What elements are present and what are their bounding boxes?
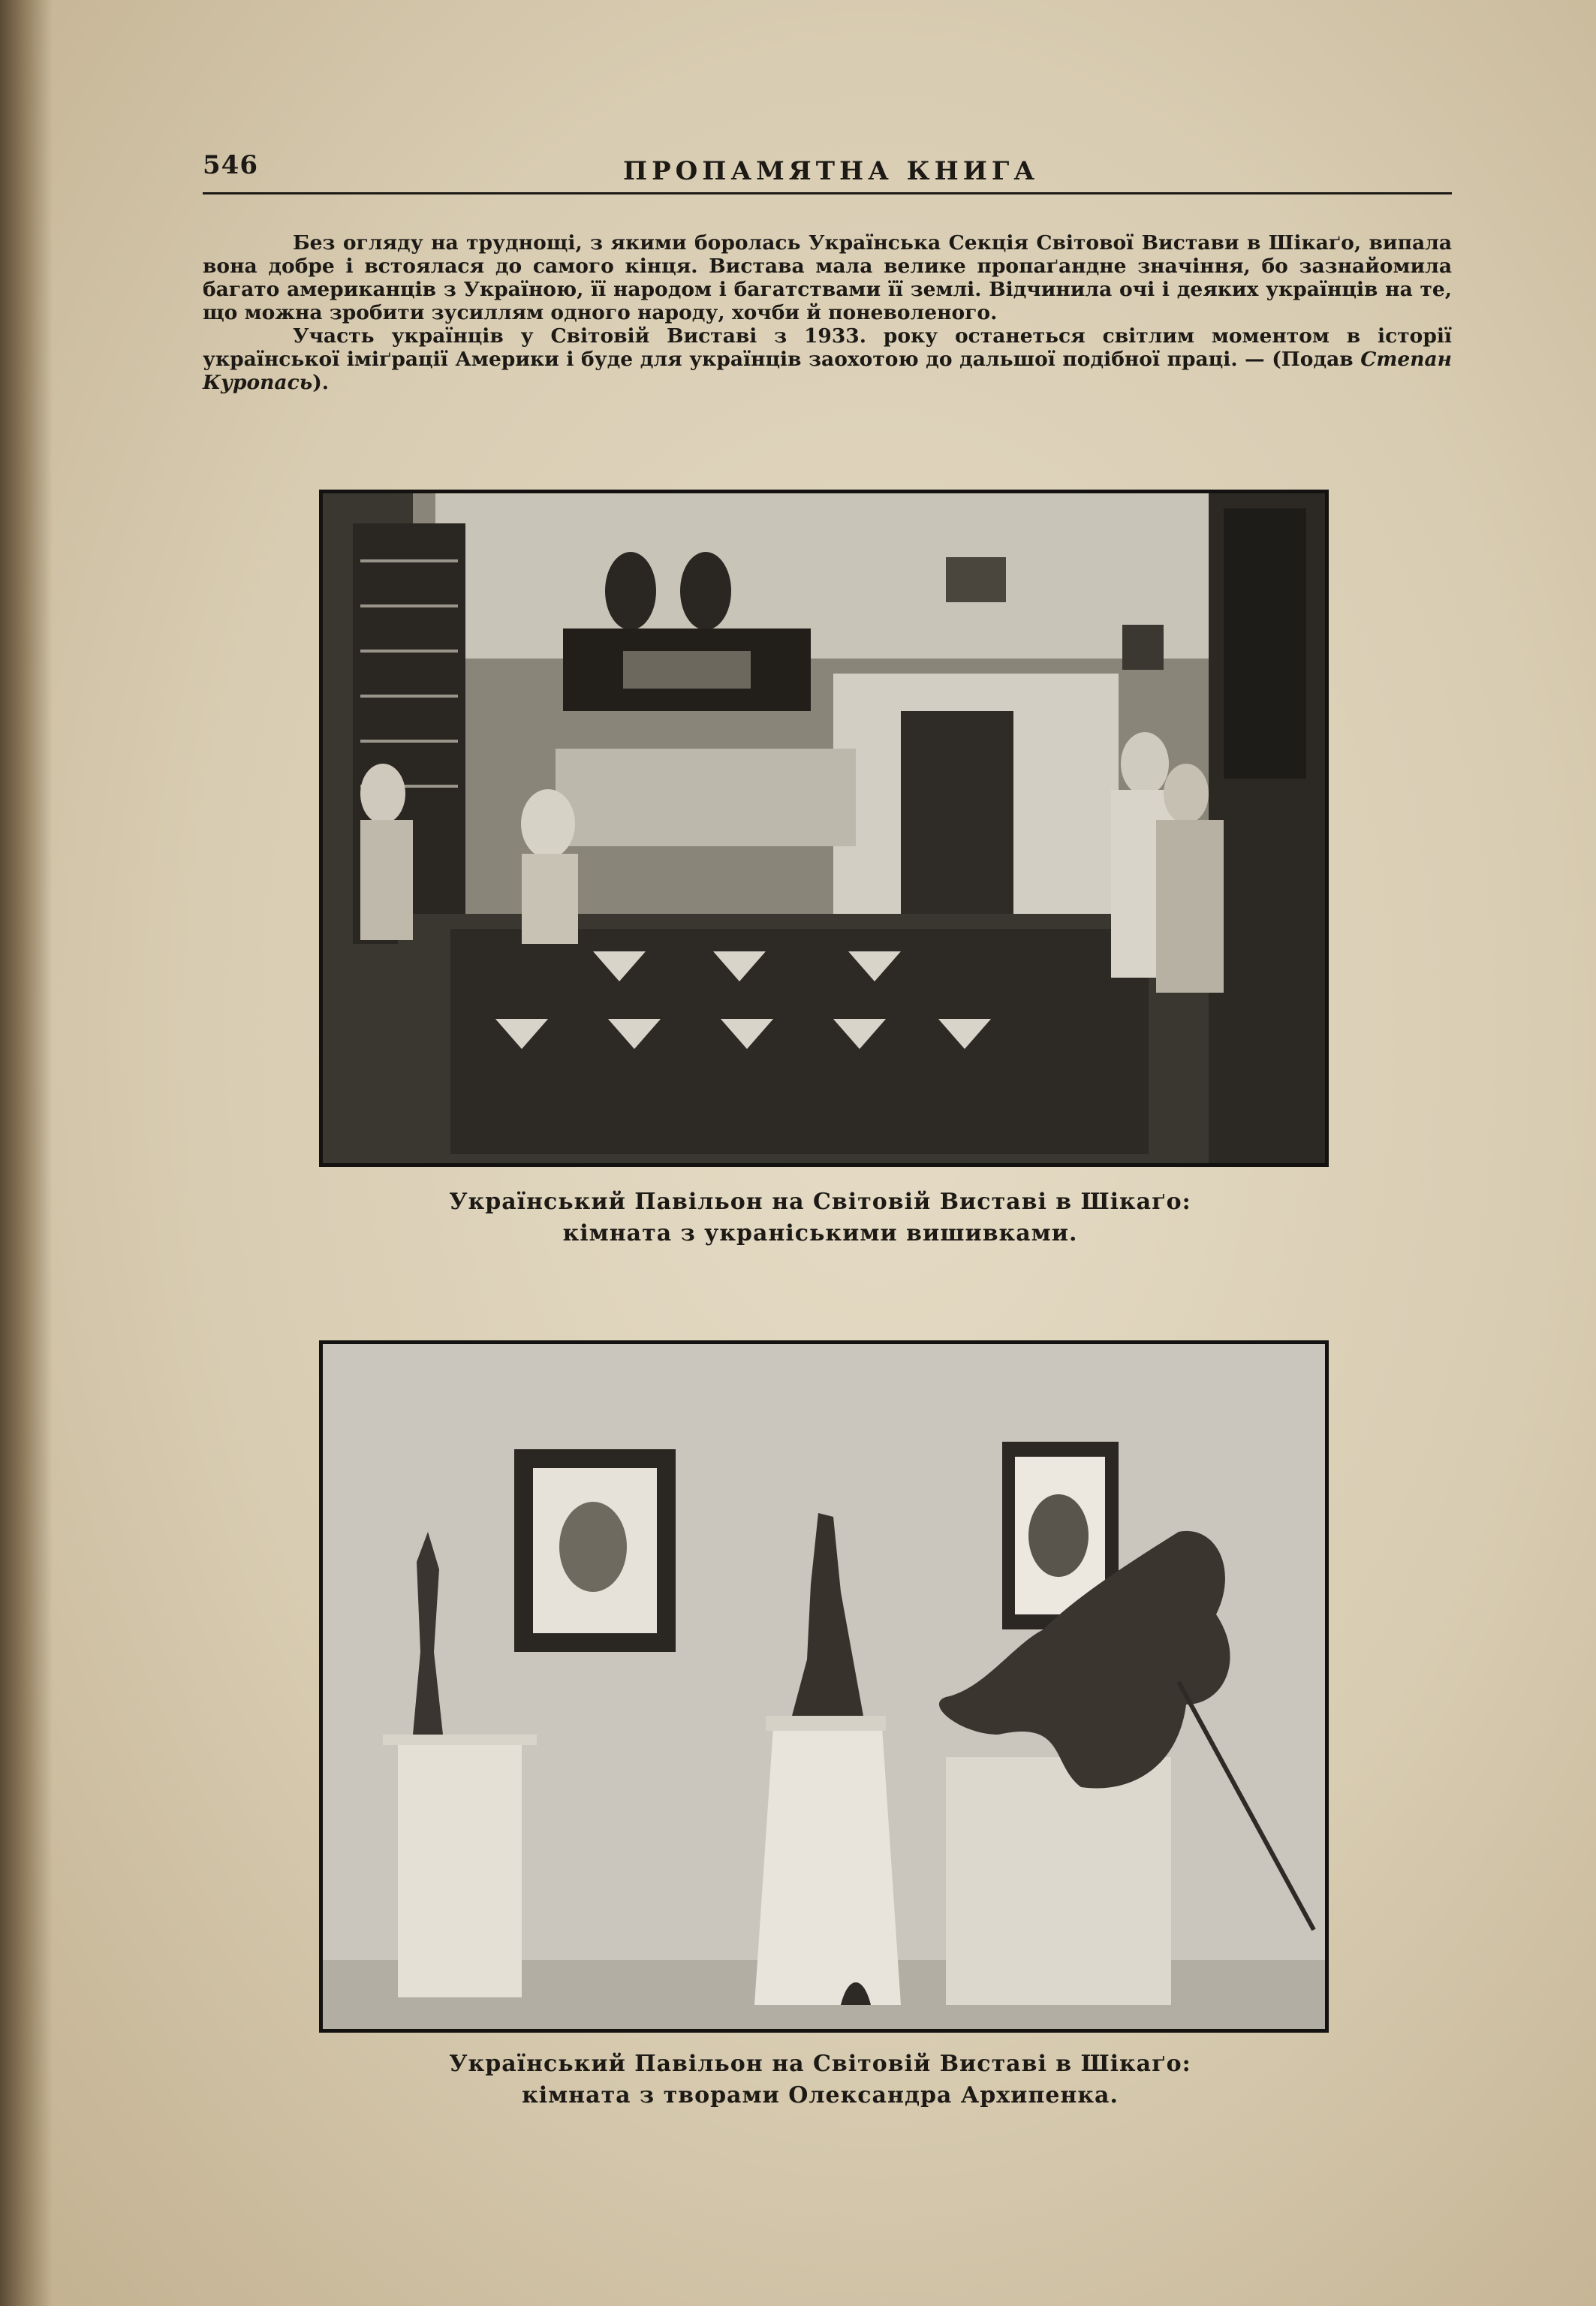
page-number: 546 [203, 150, 258, 180]
paragraph-2-main: Участь українців у Світовій Виставі з 1933. року останеться світлим моментом в історії української іміґрації Америки і буде для українців заохотою до дальшої подібної праці. — (Подав [203, 324, 1452, 371]
archipenko-room-image [323, 1344, 1325, 2029]
photo-embroidery-room [319, 490, 1329, 1167]
caption-archipenko-room [319, 2048, 1321, 2112]
book-gutter-shadow [0, 0, 53, 2306]
caption-1-line-2: кімната з украніськими вишивками. [562, 1220, 1078, 1246]
caption-1-line-1: Український Павільон на Світовій Виставі в Шікаґо: [449, 1189, 1191, 1215]
paragraph-2 [203, 324, 1452, 394]
running-title: ПРОПАМЯТНА КНИГА [623, 156, 1040, 186]
paragraph-2-end: ). [312, 371, 329, 394]
paragraph-1: Без огляду на труднощі, з якими боролась Українська Секція Світової Вистави в Шікаґо, випала вона добре і встоялася до самого кінця. Вистава мала велике пропаґандне значіння, бо зазнайомила багато американців з Україною, її народом і багатствами її землі. Відчинила очі і деяких українців на те, що можна зробити зусиллям одного народу, хочби й поневоленого. [203, 231, 1452, 324]
photo-archipenko-room [319, 1340, 1329, 2033]
caption-2-line-2: кімната з творами Олександра Архипенка. [522, 2082, 1119, 2109]
body-text [203, 231, 1452, 394]
page-header [203, 147, 1452, 194]
caption-embroidery-room [319, 1186, 1321, 1249]
caption-2-line-1: Український Павільон на Світовій Виставі в Шікаґо: [449, 2051, 1191, 2077]
embroidery-room-image [323, 493, 1325, 1163]
author-name: Степан Куропась [203, 348, 1452, 394]
